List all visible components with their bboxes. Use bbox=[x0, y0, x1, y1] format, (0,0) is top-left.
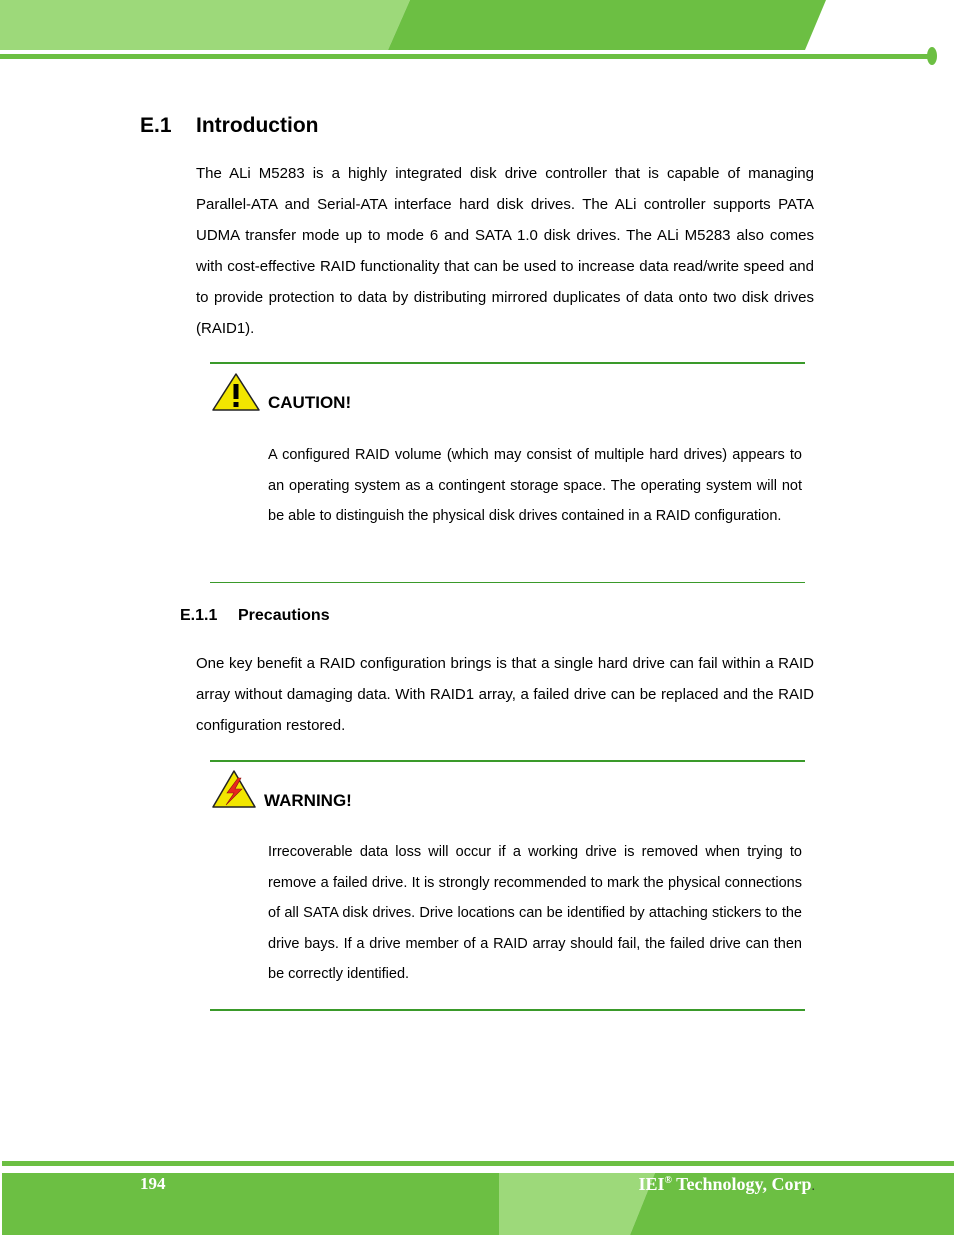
section-number: E.1 bbox=[140, 114, 172, 137]
section-title: Introduction bbox=[196, 114, 319, 137]
company-suffix: Technology, Corp bbox=[671, 1174, 812, 1194]
header-light-green-block bbox=[0, 0, 410, 50]
header-rule bbox=[0, 54, 930, 59]
section-heading bbox=[140, 114, 319, 138]
subsection-heading bbox=[180, 607, 330, 625]
page-number: 194 bbox=[140, 1174, 166, 1193]
header-band bbox=[0, 0, 954, 70]
warning-top-rule bbox=[210, 760, 805, 762]
intro-paragraph: The ALi M5283 is a highly integrated disk drive controller that is capable of managing Parallel-ATA and Serial-ATA interface hard disk drives. The ALi controller supports PATA UDMA transfer mode up to mode 6 and SATA 1.0 disk drives. The ALi M5283 also comes with cost-effective RAID functionality that can be used to increase data read/write speed and to provide protection to data by distributing mirrored duplicates of data onto two disk drives (RAID1). bbox=[196, 165, 814, 337]
warning-text: Irrecoverable data loss will occur if a working drive is removed when trying to remove a failed drive. It is strongly recommended to mark the physical connections of all SATA disk drives. Drive locations can be identified by attaching stickers to the drive bays. If a drive member of a RAID array should fail, the failed drive can then be correctly identified. bbox=[268, 844, 802, 982]
footer-rule bbox=[2, 1161, 954, 1166]
electric-warning-icon bbox=[211, 769, 257, 809]
warning-title: WARNING! bbox=[264, 791, 352, 810]
subsection-title: Precautions bbox=[238, 607, 330, 624]
company-period: . bbox=[811, 1179, 815, 1194]
caution-title: CAUTION! bbox=[268, 393, 352, 412]
caution-top-rule bbox=[210, 362, 805, 364]
precautions-paragraph: One key benefit a RAID configuration brings is that a single hard drive can fail within a RAID array without damaging data. With RAID1 array, a failed drive can be replaced and the RAID configuration restored. bbox=[196, 655, 814, 734]
company-brand: IEI bbox=[638, 1174, 665, 1194]
header-rule-end-cap bbox=[927, 47, 937, 65]
footer-light-green-block bbox=[499, 1173, 655, 1235]
subsection-number: E.1.1 bbox=[180, 607, 218, 624]
footer-band bbox=[0, 1155, 954, 1235]
warning-bottom-rule bbox=[210, 1009, 805, 1011]
company-name bbox=[638, 1174, 815, 1195]
header-dark-green-block bbox=[388, 0, 826, 50]
footer-dark-green-left bbox=[2, 1173, 499, 1235]
caution-text: A configured RAID volume (which may consist of multiple hard drives) appears to an operating system as a contingent storage space. The operating system will not be able to distinguish the physical disk drives contained in a RAID configuration. bbox=[268, 447, 802, 525]
caution-triangle-icon bbox=[211, 372, 261, 412]
registered-mark: ® bbox=[664, 1175, 672, 1186]
caution-bottom-rule bbox=[210, 582, 805, 583]
